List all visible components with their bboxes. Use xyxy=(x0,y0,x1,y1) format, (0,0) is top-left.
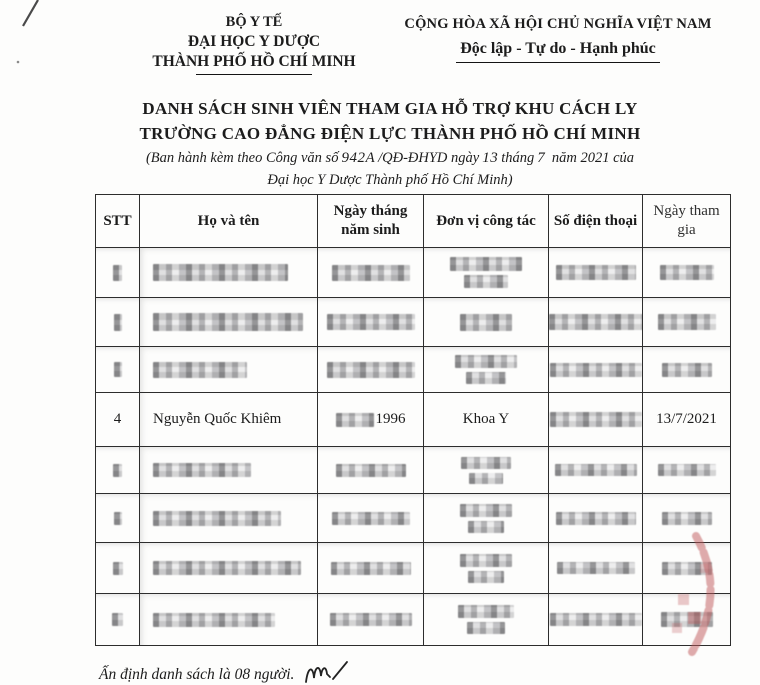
pen-mark-corner xyxy=(0,0,70,70)
university-name-line2: THÀNH PHỐ HỒ CHÍ MINH xyxy=(138,52,370,75)
cell-stt xyxy=(96,347,140,393)
cell-phone-redacted xyxy=(549,347,643,393)
birth-year: 1996 xyxy=(375,411,406,427)
subtitle-prefix: (Ban hành kèm theo Công văn số xyxy=(145,150,339,166)
col-header-unit: Đơn vị công tác xyxy=(424,195,549,248)
cell-phone-redacted xyxy=(549,543,643,594)
col-header-birthdate: Ngày tháng năm sinh xyxy=(318,195,424,248)
red-stamp-arc xyxy=(630,524,760,662)
cell-stt: 4 xyxy=(96,393,140,447)
cell-unit-redacted xyxy=(424,447,549,494)
country-title: CỘNG HÒA XÃ HỘI CHỦ NGHĨA VIỆT NAM xyxy=(404,16,712,32)
cell-unit: Khoa Y xyxy=(424,393,549,447)
subtitle-suffix: năm 2021 của xyxy=(551,150,635,166)
subtitle-line1 xyxy=(58,147,722,169)
cell-name-redacted xyxy=(140,543,318,594)
subtitle-mid1: /QĐ-ĐHYD ngày xyxy=(378,150,480,166)
cell-birthdate-redacted xyxy=(318,298,424,347)
cell-stt xyxy=(96,543,140,594)
cell-unit-redacted xyxy=(424,298,549,347)
cell-join-date-redacted xyxy=(643,298,731,347)
cell-name-redacted xyxy=(140,347,318,393)
handwritten-day: 13 xyxy=(482,150,499,166)
cell-phone-redacted xyxy=(549,594,643,646)
col-header-join-date: Ngày tham gia xyxy=(643,195,731,248)
cell-unit-redacted xyxy=(424,347,549,393)
table-header-row xyxy=(96,195,731,248)
cell-name-redacted xyxy=(140,298,318,347)
cell-birthdate-redacted xyxy=(318,594,424,646)
national-header xyxy=(382,14,734,63)
cell-unit-redacted xyxy=(424,594,549,646)
cell-stt xyxy=(96,298,140,347)
cell-name: Nguyễn Quốc Khiêm xyxy=(140,393,318,447)
cell-birthdate-redacted xyxy=(318,543,424,594)
cell-phone-redacted xyxy=(549,393,643,447)
cell-phone-redacted xyxy=(549,298,643,347)
table-row-redacted-3 xyxy=(96,347,731,393)
cell-unit-redacted xyxy=(424,494,549,543)
cell-birthdate-redacted xyxy=(318,447,424,494)
col-header-stt: STT xyxy=(96,195,140,248)
col-header-name: Họ và tên xyxy=(140,195,318,248)
handwritten-month: 7 xyxy=(537,150,546,166)
cell-name-redacted xyxy=(140,594,318,646)
cell-birthdate-redacted xyxy=(318,494,424,543)
cell-stt xyxy=(96,447,140,494)
subtitle-line2: Đại học Y Dược Thành phố Hồ Chí Minh) xyxy=(267,172,513,188)
cell-join-date: 13/7/2021 xyxy=(643,393,731,447)
cell-name-redacted xyxy=(140,248,318,298)
university-name-line1: ĐẠI HỌC Y DƯỢC xyxy=(187,33,321,50)
cell-phone-redacted xyxy=(549,248,643,298)
cell-name-redacted xyxy=(140,494,318,543)
table-row-redacted-1 xyxy=(96,248,731,298)
document-title-line1: DANH SÁCH SINH VIÊN THAM GIA HỖ TRỢ KHU CÁCH LY xyxy=(142,99,638,118)
cell-unit-redacted xyxy=(424,248,549,298)
table-row-redacted-5 xyxy=(96,447,731,494)
col-header-phone: Số điện thoại xyxy=(549,195,643,248)
cell-birthdate-redacted xyxy=(318,248,424,298)
org-header xyxy=(138,12,370,75)
table-header xyxy=(96,195,731,248)
document-title-line2: TRƯỜNG CAO ĐẲNG ĐIỆN LỰC THÀNH PHỐ HỒ CHÍ MINH xyxy=(139,124,641,143)
footer-note xyxy=(99,658,350,684)
cell-join-date-redacted xyxy=(643,248,731,298)
document-subtitle xyxy=(58,147,722,191)
cell-stt xyxy=(96,494,140,543)
cell-stt xyxy=(96,594,140,646)
table-row-redacted-2 xyxy=(96,298,731,347)
cell-name-redacted xyxy=(140,447,318,494)
cell-stt xyxy=(96,248,140,298)
cell-unit-redacted xyxy=(424,543,549,594)
ministry-name: BỘ Y TẾ xyxy=(225,14,283,30)
cell-birthdate xyxy=(318,393,424,447)
footer-note-text: Ấn định danh sách là 08 người. xyxy=(99,666,295,683)
signature-squiggle xyxy=(302,658,350,685)
handwritten-doc-number: 942A xyxy=(341,150,376,166)
cell-birthdate-redacted xyxy=(318,347,424,393)
cell-join-date-redacted xyxy=(643,347,731,393)
national-motto: Độc lập - Tự do - Hạnh phúc xyxy=(456,38,660,63)
cell-phone-redacted xyxy=(549,447,643,494)
table-row-4 xyxy=(96,393,731,447)
cell-phone-redacted xyxy=(549,494,643,543)
cell-join-date-redacted xyxy=(643,447,731,494)
subtitle-mid2: tháng xyxy=(501,150,535,166)
document-title xyxy=(58,96,722,146)
